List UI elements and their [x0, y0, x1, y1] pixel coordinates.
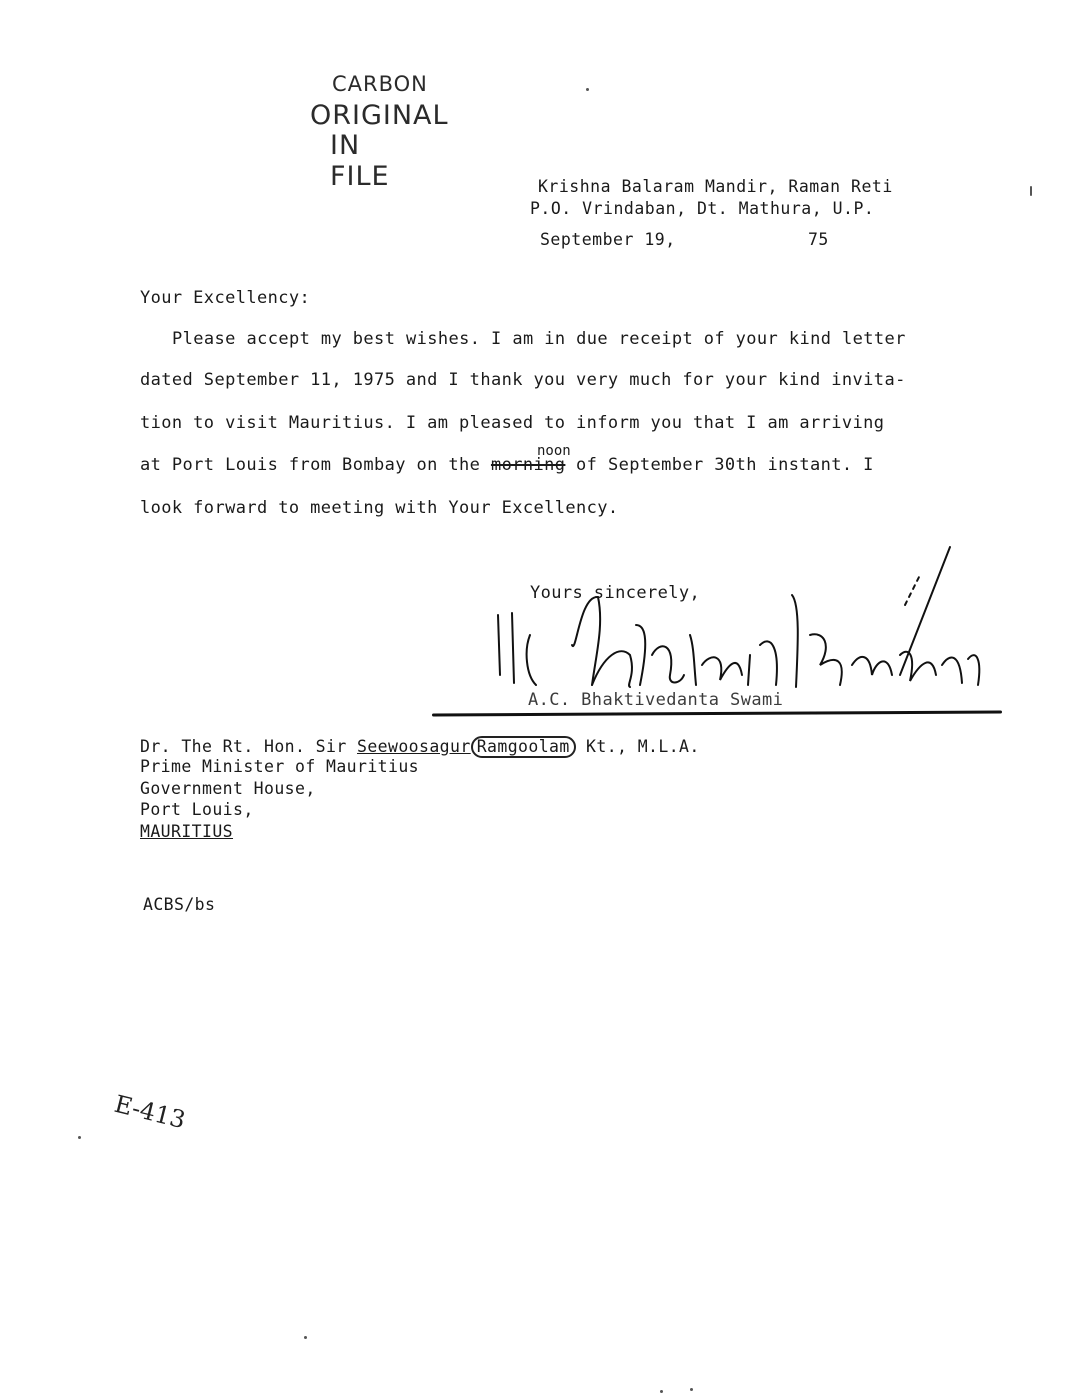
scan-speck [660, 1390, 663, 1393]
stamp-line-in-file: IN FILE [330, 130, 390, 192]
body-line-3: tion to visit Mauritius. I am pleased to inform you that I am arriving [140, 413, 885, 433]
salutation: Your Excellency: [140, 288, 311, 308]
scan-speck [586, 88, 589, 91]
reference-initials: ACBS/bs [143, 895, 216, 914]
letter-date-year: 75 [808, 230, 829, 249]
scan-speck [78, 1136, 81, 1139]
handwritten-file-mark: E-413 [111, 1089, 189, 1135]
recipient-first-name: Seewoosagur [357, 737, 471, 756]
recipient-title: Dr. The Rt. Hon. Sir [140, 737, 358, 756]
body-line-5: look forward to meeting with Your Excellency. [140, 498, 619, 518]
typed-signature-name: A.C. Bhaktivedanta Swami [528, 690, 784, 710]
recipient-line-2: Prime Minister of Mauritius [140, 757, 420, 776]
scan-speck [1030, 186, 1032, 196]
body-line-1: Please accept my best wishes. I am in due receipt of your kind letter [172, 329, 906, 349]
sender-address-line-1: Krishna Balaram Mandir, Raman Reti [538, 177, 893, 196]
recipient-line-1 [140, 736, 700, 758]
handwritten-signature [480, 535, 1000, 715]
recipient-honorifics: Kt., M.L.A. [575, 737, 700, 756]
closing: Yours sincerely, [530, 583, 701, 603]
body-line-4-end: of September 30th instant. I [565, 455, 874, 475]
body-line-4 [140, 455, 874, 475]
recipient-line-4: Port Louis, [140, 800, 254, 819]
sender-address-line-2: P.O. Vrindaban, Dt. Mathura, U.P. [530, 199, 875, 218]
recipient-surname-circled: Ramgoolam [471, 736, 576, 758]
scan-speck [304, 1336, 307, 1339]
handwritten-insertion: noon [537, 443, 571, 459]
letter-date-prefix: September 19, [540, 230, 676, 249]
recipient-line-3: Government House, [140, 779, 316, 798]
body-line-2: dated September 11, 1975 and I thank you very much for your kind invita- [140, 370, 906, 390]
stamp-line-carbon: CARBON [332, 72, 428, 96]
recipient-country: MAURITIUS [140, 822, 234, 841]
struck-word: morning [490, 455, 566, 475]
letter-date [540, 230, 676, 249]
stamp-line-original: ORIGINAL [310, 100, 449, 131]
body-line-4-start: at Port Louis from Bombay on the [140, 455, 491, 475]
scan-speck [690, 1388, 693, 1391]
